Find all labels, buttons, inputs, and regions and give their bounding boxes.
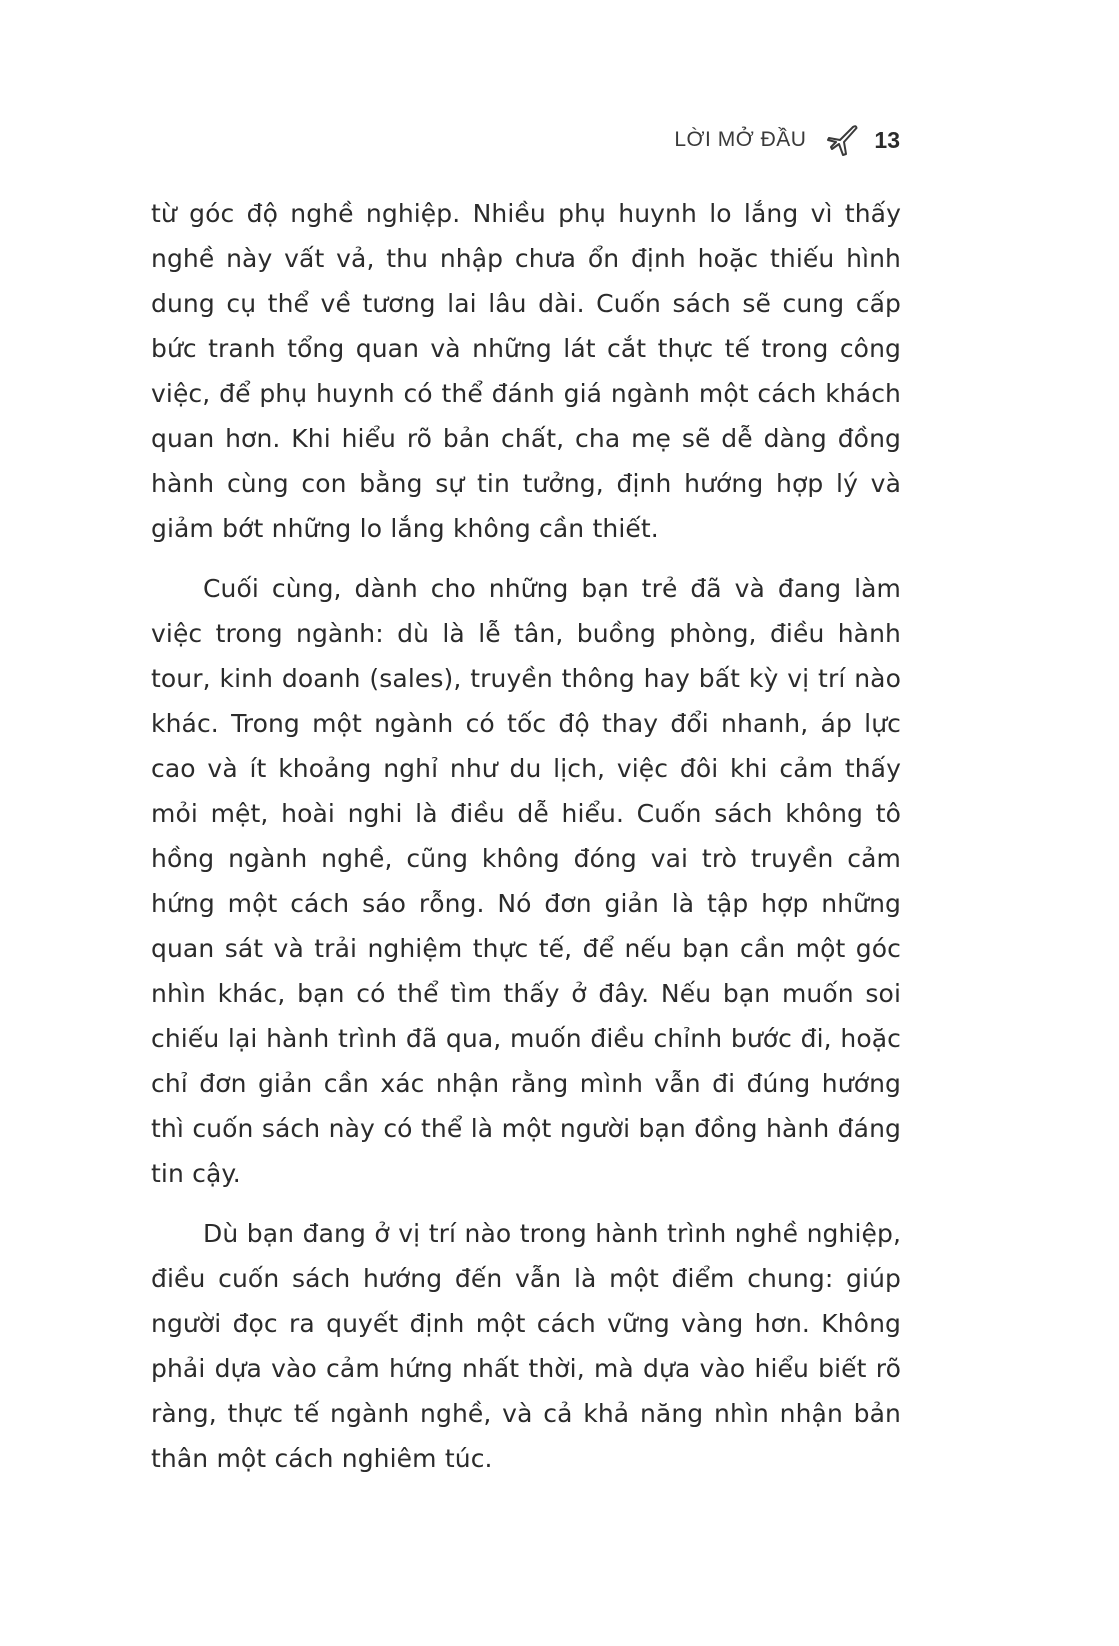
paragraph-continued: từ góc độ nghề nghiệp. Nhiều phụ huynh lo lắng vì thấy nghề này vất vả, thu nhập chưa ổn định hoặc thiếu hình dung cụ thể về tương lai lâu dài. Cuốn sách sẽ cung cấp bức tranh tổng quan và những lát cắt thực tế trong công việc, để phụ huynh có thể đánh giá ngành một cách khách quan hơn. Khi hiểu rõ bản chất, cha mẹ sẽ dễ dàng đồng hành cùng con bằng sự tin tưởng, định hướng hợp lý và giảm bớt những lo lắng không cần thiết. xyxy=(151,199,901,543)
paragraph: Dù bạn đang ở vị trí nào trong hành trình nghề nghiệp, điều cuốn sách hướng đến vẫn là một điểm chung: giúp người đọc ra quyết định một cách vững vàng hơn. Không phải dựa vào cảm hứng nhất thời, mà dựa vào hiểu biết rõ ràng, thực tế ngành nghề, và cả khả năng nhìn nhận bản thân một cách nghiêm túc. xyxy=(151,1219,901,1473)
section-title: LỜI MỞ ĐẦU xyxy=(674,128,807,151)
page-number: 13 xyxy=(874,126,900,153)
paragraph: Cuối cùng, dành cho những bạn trẻ đã và đang làm việc trong ngành: dù là lễ tân, buồng phòng, điều hành tour, kinh doanh (sales), truyền thông hay bất kỳ vị trí nào khác. Trong một ngành có tốc độ thay đổi nhanh, áp lực cao và ít khoảng nghỉ như du lịch, việc đôi khi cảm thấy mỏi mệt, hoài nghi là điều dễ hiểu. Cuốn sách không tô hồng ngành nghề, cũng không đóng vai trò truyền cảm hứng một cách sáo rỗng. Nó đơn giản là tập hợp những quan sát và trải nghiệm thực tế, để nếu bạn cần một góc nhìn khác, bạn có thể tìm thấy ở đây. Nếu bạn muốn soi chiếu lại hành trình đã qua, muốn điều chỉnh bước đi, hoặc chỉ đơn giản cần xác nhận rằng mình vẫn đi đúng hướng thì cuốn sách này có thể là một người bạn đồng hành đáng tin cậy. xyxy=(151,574,901,1188)
airplane-icon xyxy=(826,123,860,157)
body-text xyxy=(151,191,901,1496)
running-header xyxy=(674,122,900,158)
